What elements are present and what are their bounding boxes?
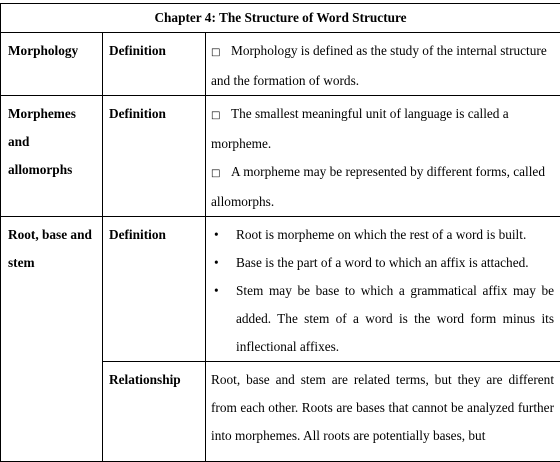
label-definition: Definition: [103, 33, 206, 96]
relationship-text: Root, base and stem are related terms, but they are different from each other. Roots are bases that cannot be analyzed further into morphemes. All roots are potentially bases, but: [211, 366, 554, 450]
bullet-text: Stem may be base to which a grammatical affix may be added. The stem of a word is the word form minus its inflectional affixes.: [236, 277, 554, 361]
bullet-icon: •: [211, 277, 236, 361]
label-definition: Definition: [103, 217, 206, 362]
bullet-icon: •: [211, 249, 236, 277]
table-row: [1, 96, 560, 217]
definition-text: Morphology is defined as the study of the internal structure and the formation of words.: [211, 43, 547, 88]
checkbox-icon: □: [211, 102, 231, 130]
table-row: [1, 33, 560, 96]
definition-cell: [206, 217, 560, 362]
list-item: [211, 249, 554, 277]
definition-cell: [206, 33, 560, 96]
bullet-icon: •: [211, 221, 236, 249]
checkbox-icon: □: [211, 39, 231, 67]
topic-morphemes-allomorphs: Morphemes and allomorphs: [1, 96, 103, 217]
definition-paragraph: [211, 37, 554, 95]
definition-cell: [206, 96, 560, 217]
list-item: [211, 221, 554, 249]
bullet-text: Root is morpheme on which the rest of a word is built.: [236, 221, 554, 249]
table-title: Chapter 4: The Structure of Word Structure: [1, 4, 560, 33]
bullet-text: Base is the part of a word to which an affix is attached.: [236, 249, 554, 277]
checkbox-icon: □: [211, 160, 231, 188]
notes-table: [0, 3, 560, 462]
relationship-cell: [206, 362, 560, 462]
definition-paragraph: [211, 158, 554, 216]
label-relationship: Relationship: [103, 362, 206, 462]
definition-paragraph: [211, 100, 554, 158]
definition-text: A morpheme may be represented by different forms, called allomorphs.: [211, 164, 545, 209]
title-row: [1, 4, 560, 33]
list-item: [211, 277, 554, 361]
table-row: [1, 217, 560, 362]
topic-root-base-stem: Root, base and stem: [1, 217, 103, 462]
topic-morphology: Morphology: [1, 33, 103, 96]
definition-text: The smallest meaningful unit of language is called a morpheme.: [211, 106, 509, 151]
label-definition: Definition: [103, 96, 206, 217]
